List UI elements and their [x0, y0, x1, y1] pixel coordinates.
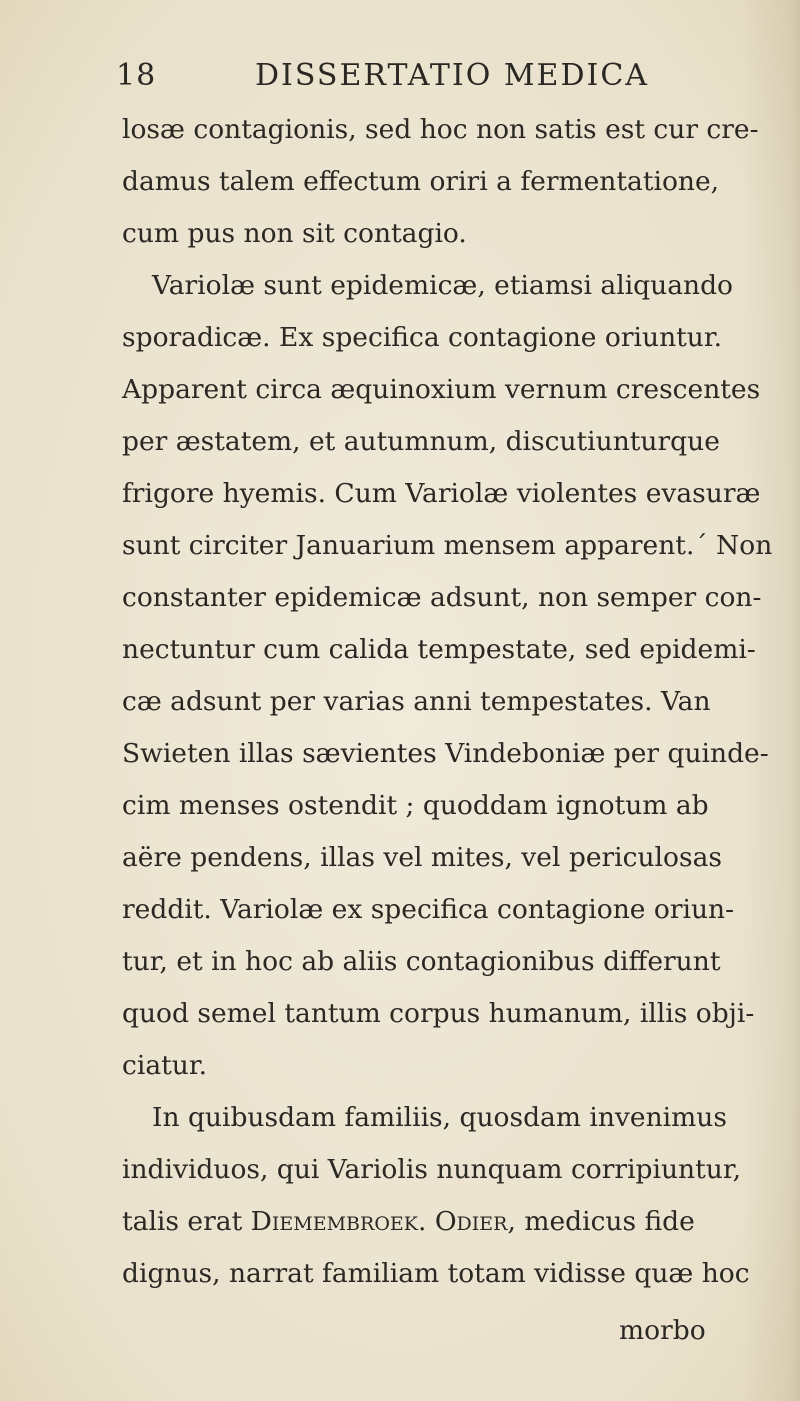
text-line: In quibusdam familiis, quosdam invenimus	[152, 1102, 727, 1133]
text-line: dignus, narrat familiam totam vidisse quæ hoc	[122, 1258, 750, 1289]
line-text-segment: talis erat	[122, 1206, 251, 1237]
text-line: losæ contagionis, sed hoc non satis est cur cre-	[122, 114, 759, 145]
text-line: reddit. Variolæ ex specifica contagione oriun-	[122, 894, 735, 925]
text-line: Apparent circa æquinoxium vernum crescentes	[122, 374, 761, 405]
line-text-segment: .	[417, 1206, 435, 1237]
page-number: 18	[116, 58, 157, 93]
text-line: sporadicæ. Ex specifica contagione oriuntur.	[122, 322, 723, 353]
text-line: nectuntur cum calida tempestate, sed epidemi-	[122, 634, 756, 665]
text-line: Swieten illas sævientes Vindeboniæ per quinde-	[122, 738, 769, 769]
author-name-diemembroek: Diemembroek	[250, 1206, 418, 1237]
text-line: constanter epidemicæ adsunt, non semper con-	[122, 582, 762, 613]
text-line: quod semel tantum corpus humanum, illis obji-	[122, 998, 755, 1029]
text-line: frigore hyemis. Cum Variolæ violentes evasuræ	[122, 478, 761, 509]
text-line: individuos, qui Variolis nunquam corripiuntur,	[122, 1154, 742, 1185]
catchword: morbo	[619, 1315, 706, 1346]
text-line: tur, et in hoc ab aliis contagionibus differunt	[122, 946, 721, 977]
text-line	[122, 1196, 695, 1248]
text-line: cum pus non sit contagio.	[122, 218, 467, 249]
page-header	[0, 48, 800, 98]
text-line: per æstatem, et autumnum, discutiunturque	[122, 426, 720, 457]
text-line: cim menses ostendit ; quoddam ignotum ab	[122, 790, 709, 821]
text-line: Variolæ sunt epidemicæ, etiamsi aliquando	[152, 270, 733, 301]
text-line: aëre pendens, illas vel mites, vel periculosas	[122, 842, 722, 873]
text-line: cæ adsunt per varias anni tempestates. Van	[122, 686, 711, 717]
text-line: damus talem effectum oriri a fermentatione,	[122, 166, 720, 197]
line-text-segment: , medicus fide	[507, 1206, 695, 1237]
author-name-odier: Odier	[434, 1206, 508, 1237]
running-head: DISSERTATIO MEDICA	[255, 58, 649, 93]
text-line: sunt circiter Januarium mensem apparent.´ Non	[122, 530, 773, 561]
text-line: ciatur.	[122, 1050, 208, 1081]
